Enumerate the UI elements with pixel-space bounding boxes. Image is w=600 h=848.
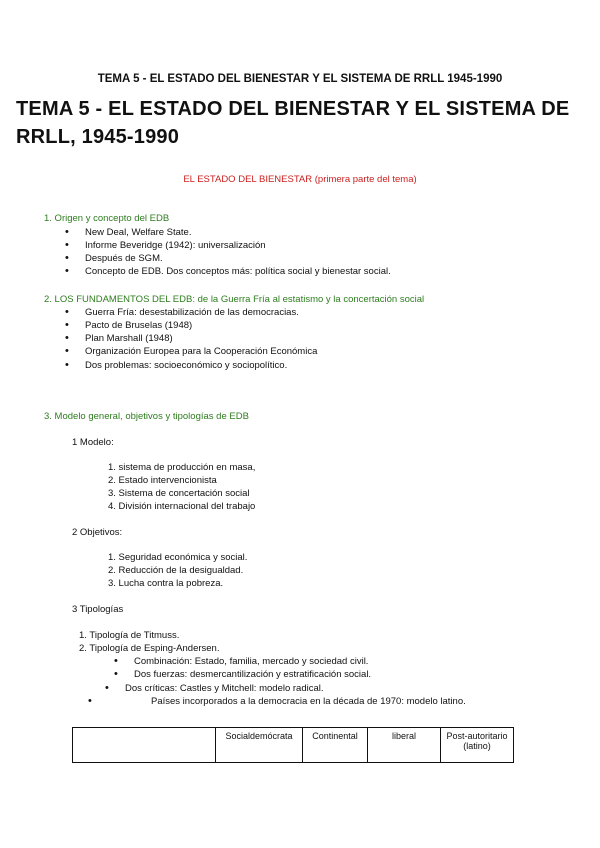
section-2-heading: 2. LOS FUNDAMENTOS DEL EDB: de la Guerra Fría al estatismo y la concertación social xyxy=(44,294,425,305)
modelo-label: 1 Modelo: xyxy=(72,437,114,448)
table-cell: liberal xyxy=(368,728,441,763)
list-item: 2. Tipología de Esping-Andersen. xyxy=(79,643,220,654)
list-item: • Plan Marshall (1948) xyxy=(85,333,173,344)
list-item: • Dos críticas: Castles y Mitchell: modelo radical. xyxy=(125,683,324,694)
list-item: 1. Tipología de Titmuss. xyxy=(79,630,180,641)
list-item: • Después de SGM. xyxy=(85,253,163,264)
list-item: • Dos problemas: socioeconómico y sociopolítico. xyxy=(85,360,287,371)
list-item: 3. Sistema de concertación social xyxy=(108,488,250,499)
list-item: • Concepto de EDB. Dos conceptos más: política social y bienestar social. xyxy=(85,266,391,277)
document-subtitle: EL ESTADO DEL BIENESTAR (primera parte del tema) xyxy=(183,174,417,185)
table-cell: Socialdemócrata xyxy=(216,728,303,763)
list-item: • Pacto de Bruselas (1948) xyxy=(85,320,192,331)
tipologias-table xyxy=(72,727,514,763)
list-item: • Combinación: Estado, familia, mercado y sociedad civil. xyxy=(134,656,368,667)
table-cell: Post-autoritario (latino) xyxy=(441,728,514,763)
table-row xyxy=(73,728,514,763)
section-1-heading: 1. Origen y concepto del EDB xyxy=(44,213,170,224)
list-item: 2. Reducción de la desigualdad. xyxy=(108,565,244,576)
document-title: TEMA 5 - EL ESTADO DEL BIENESTAR Y EL SISTEMA DE RRLL, 1945-1990 xyxy=(16,98,570,148)
page-header: TEMA 5 - EL ESTADO DEL BIENESTAR Y EL SISTEMA DE RRLL 1945-1990 xyxy=(97,73,503,85)
list-item: Países incorporados a la democracia en la década de 1970: modelo latino. xyxy=(151,696,466,707)
list-item: • Informe Beveridge (1942): universalización xyxy=(85,240,266,251)
list-item: 2. Estado intervencionista xyxy=(108,475,217,486)
list-item: 3. Lucha contra la pobreza. xyxy=(108,578,224,589)
list-item: • Organización Europea para la Cooperación Económica xyxy=(85,346,317,357)
list-item: 4. División internacional del trabajo xyxy=(108,501,256,512)
section-3-heading: 3. Modelo general, objetivos y tipologías de EDB xyxy=(44,411,249,422)
list-item: 1. Seguridad económica y social. xyxy=(108,552,248,563)
list-item: 1. sistema de producción en masa, xyxy=(108,462,256,473)
list-item: • New Deal, Welfare State. xyxy=(85,227,191,238)
table-cell xyxy=(73,728,216,763)
tipologias-label: 3 Tipologías xyxy=(72,604,124,615)
list-item: • Guerra Fría: desestabilización de las democracias. xyxy=(85,307,299,318)
objetivos-label: 2 Objetivos: xyxy=(72,527,123,538)
list-item: • Dos fuerzas: desmercantilización y estratificación social. xyxy=(134,669,371,680)
table-cell: Continental xyxy=(303,728,368,763)
bullet-icon: • xyxy=(88,695,92,707)
